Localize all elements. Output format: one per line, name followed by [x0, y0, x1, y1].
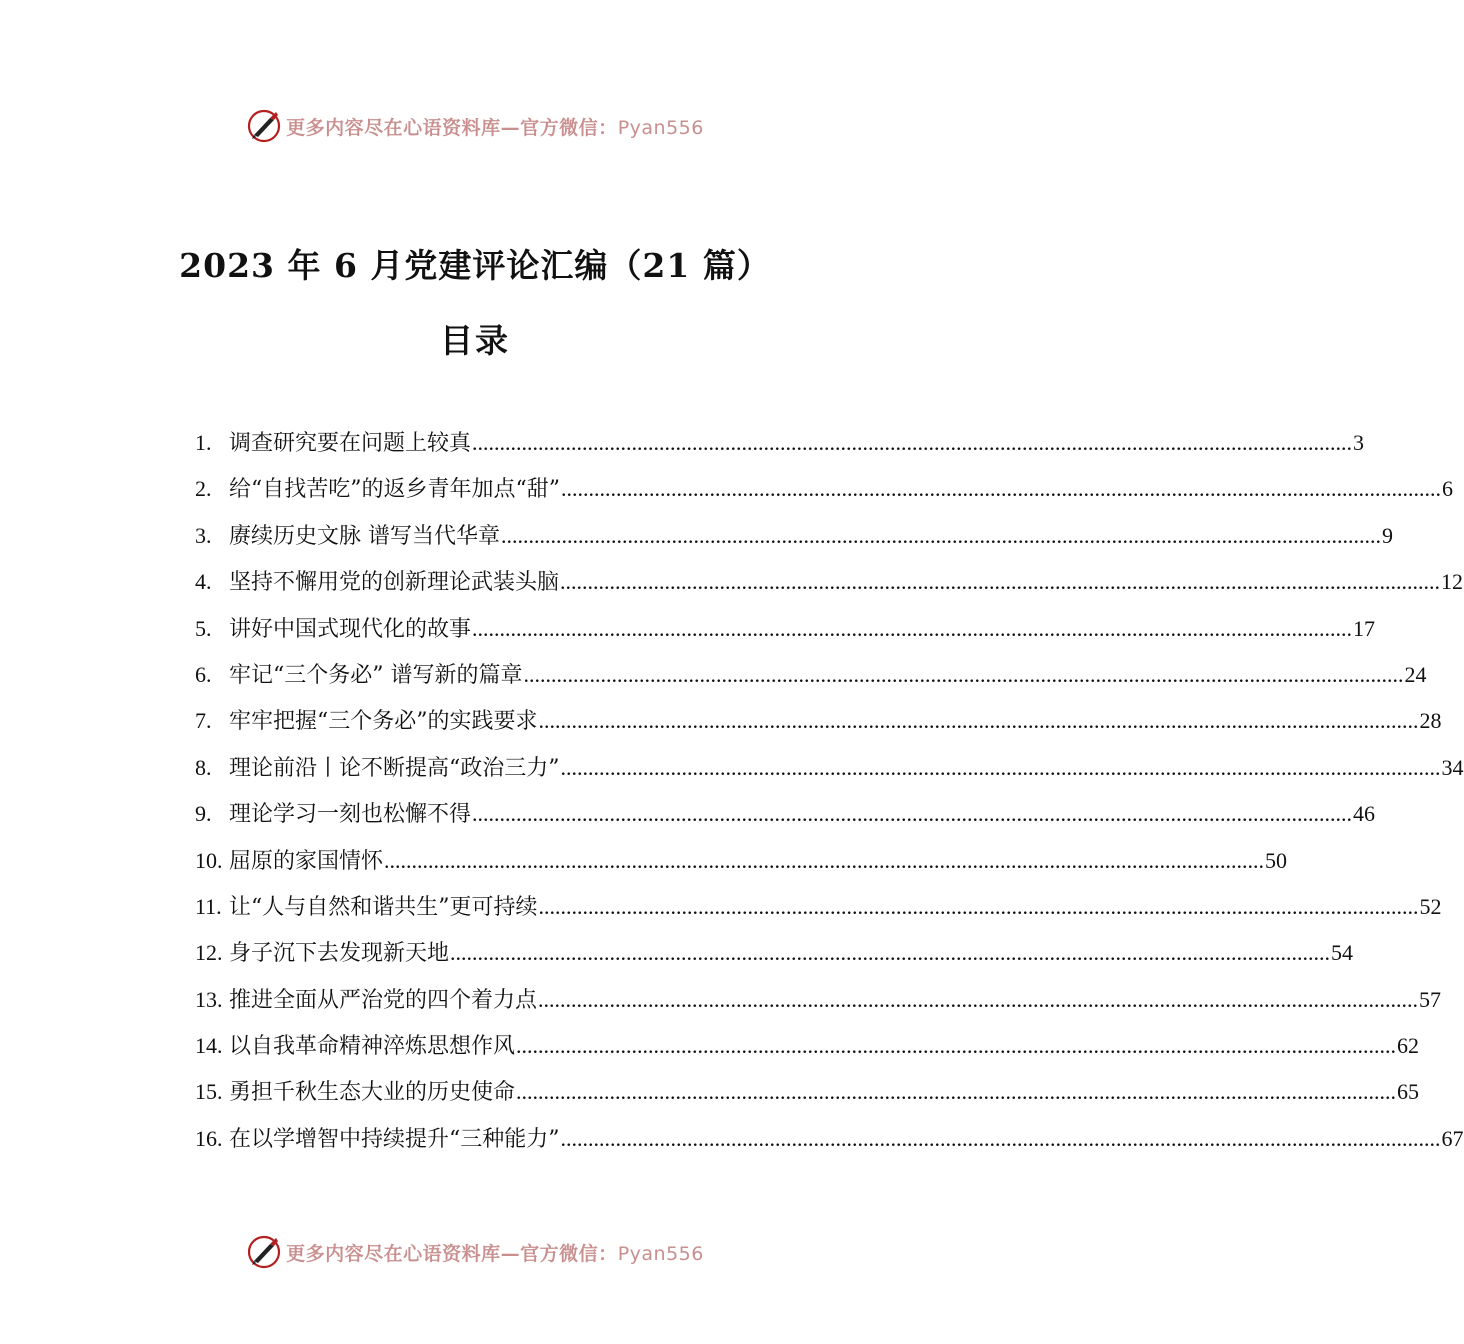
- toc-entry-number: 1.: [195, 430, 212, 455]
- toc-dot-leader: ................................................................................................................................................................: [538, 893, 1419, 919]
- toc-entry[interactable]: [195, 658, 1427, 704]
- toc-entry[interactable]: [195, 983, 1442, 1029]
- toc-dot-leader: ................................................................................................................................................................: [561, 476, 1441, 502]
- toc-dot-leader: ................................................................................................................................................................: [538, 986, 1419, 1012]
- toc-entry[interactable]: [195, 704, 1442, 750]
- toc-dot-leader: ................................................................................................................................................................: [560, 569, 1441, 595]
- toc-entry-number: 14.: [195, 1033, 223, 1059]
- toc-dot-leader: ................................................................................................................................................................: [472, 801, 1353, 827]
- toc-entry-title: 理论前沿丨论不断提高“政治三力”: [229, 755, 560, 781]
- header-watermark: [0, 108, 950, 144]
- table-of-contents: [195, 426, 1464, 1168]
- toc-entry-number: 13.: [195, 986, 223, 1012]
- pen-logo-icon: [246, 108, 282, 144]
- toc-entry-page: 50: [1265, 847, 1288, 873]
- toc-entry[interactable]: [195, 426, 1365, 472]
- toc-entry-title: 勇担千秋生态大业的历史使命: [229, 1080, 516, 1106]
- toc-entry-number: 8.: [195, 754, 212, 780]
- toc-entry-page: 62: [1397, 1033, 1420, 1059]
- toc-entry-page: 9: [1382, 522, 1393, 548]
- toc-dot-leader: ................................................................................................................................................................: [523, 661, 1404, 687]
- toc-entry-page: 24: [1404, 661, 1427, 687]
- toc-dot-leader: ................................................................................................................................................................: [538, 708, 1419, 734]
- toc-entry[interactable]: [195, 797, 1376, 843]
- toc-entry-number: 12.: [195, 940, 223, 966]
- watermark-wechat-id: Pyan556: [617, 1242, 704, 1265]
- toc-entry-title: 理论学习一刻也松懈不得: [229, 802, 472, 828]
- toc-entry[interactable]: [195, 751, 1464, 797]
- watermark-separator: —: [500, 116, 521, 139]
- toc-entry-page: 6: [1442, 476, 1453, 502]
- watermark-wechat-label: 官方微信：: [520, 1242, 618, 1265]
- toc-entry-page: 3: [1353, 430, 1365, 455]
- toc-dot-leader: ................................................................................................................................................................: [516, 1079, 1397, 1105]
- toc-dot-leader: ................................................................................................................................................................: [384, 847, 1265, 873]
- toc-entry-number: 6.: [195, 661, 212, 687]
- toc-entry-page: 52: [1419, 893, 1442, 919]
- toc-entry-title: 调查研究要在问题上较真: [229, 431, 472, 456]
- pen-logo-icon: [246, 1234, 282, 1270]
- toc-entry-number: 9.: [195, 801, 212, 827]
- toc-entry-page: 54: [1331, 940, 1354, 966]
- toc-entry[interactable]: [195, 519, 1393, 565]
- toc-entry-number: 5.: [195, 615, 212, 641]
- toc-entry[interactable]: [195, 1029, 1420, 1075]
- toc-dot-leader: ................................................................................................................................................................: [560, 1125, 1441, 1151]
- toc-dot-leader: ................................................................................................................................................................: [450, 940, 1331, 966]
- toc-dot-leader: ................................................................................................................................................................: [560, 754, 1441, 780]
- toc-entry-page: 65: [1397, 1079, 1420, 1105]
- toc-entry-title: 让“人与自然和谐共生”更可持续: [229, 894, 538, 920]
- watermark-separator: —: [500, 1242, 521, 1265]
- toc-entry-title: 牢记“三个务必” 谱写新的篇章: [229, 662, 523, 688]
- toc-entry[interactable]: [195, 565, 1464, 611]
- toc-entry-number: 11.: [195, 893, 222, 919]
- toc-entry-title: 牢牢把握“三个务必”的实践要求: [229, 709, 538, 735]
- watermark-library: 更多内容尽在心语资料库: [286, 116, 501, 139]
- toc-entry-number: 10.: [195, 847, 223, 873]
- toc-dot-leader: ................................................................................................................................................................: [501, 522, 1381, 548]
- toc-entry[interactable]: [195, 1122, 1464, 1168]
- toc-entry-number: 7.: [195, 708, 212, 734]
- toc-entry-number: 16.: [195, 1125, 223, 1151]
- toc-entry-number: 3.: [195, 522, 212, 548]
- toc-dot-leader: ................................................................................................................................................................: [472, 615, 1353, 641]
- toc-entry-title: 在以学增智中持续提升“三种能力”: [229, 1126, 560, 1152]
- toc-entry-number: 15.: [195, 1079, 223, 1105]
- toc-entry-title: 坚持不懈用党的创新理论武装头脑: [229, 570, 560, 596]
- toc-entry[interactable]: [195, 936, 1354, 982]
- toc-entry-page: 12: [1441, 569, 1464, 595]
- toc-dot-leader: ................................................................................................................................................................: [516, 1033, 1397, 1059]
- toc-entry-page: 34: [1441, 754, 1464, 780]
- toc-entry-page: 17: [1353, 615, 1376, 641]
- toc-heading: 目录: [440, 321, 510, 360]
- toc-entry-title: 身子沉下去发现新天地: [229, 941, 450, 967]
- toc-entry[interactable]: [195, 612, 1376, 658]
- toc-entry-title: 讲好中国式现代化的故事: [229, 616, 472, 642]
- toc-entry-page: 28: [1419, 708, 1442, 734]
- toc-entry-page: 67: [1441, 1125, 1464, 1151]
- footer-watermark: [0, 1234, 950, 1270]
- toc-dot-leader: ................................................................................................................................................................: [472, 430, 1353, 455]
- watermark-wechat-label: 官方微信：: [520, 116, 618, 139]
- watermark-text: [286, 113, 704, 140]
- toc-entry-title: 给“自找苦吃”的返乡青年加点“甜”: [229, 477, 560, 503]
- toc-entry[interactable]: [195, 890, 1442, 936]
- toc-entry-title: 推进全面从严治党的四个着力点: [229, 987, 538, 1013]
- watermark-text: [286, 1239, 704, 1266]
- toc-entry[interactable]: [195, 1075, 1420, 1121]
- toc-entry[interactable]: [195, 472, 1453, 518]
- watermark-library: 更多内容尽在心语资料库: [286, 1242, 501, 1265]
- toc-entry[interactable]: [195, 844, 1288, 890]
- toc-entry-title: 赓续历史文脉 谱写当代华章: [229, 523, 500, 549]
- watermark-wechat-id: Pyan556: [617, 116, 704, 139]
- toc-entry-title: 以自我革命精神淬炼思想作风: [229, 1034, 516, 1060]
- toc-entry-page: 57: [1419, 986, 1442, 1012]
- toc-entry-number: 2.: [195, 476, 212, 502]
- toc-entry-title: 屈原的家国情怀: [229, 848, 384, 874]
- toc-entry-page: 46: [1353, 801, 1376, 827]
- document-title: 2023 年 6 月党建评论汇编（21 篇）: [179, 246, 771, 285]
- toc-entry-number: 4.: [195, 569, 212, 595]
